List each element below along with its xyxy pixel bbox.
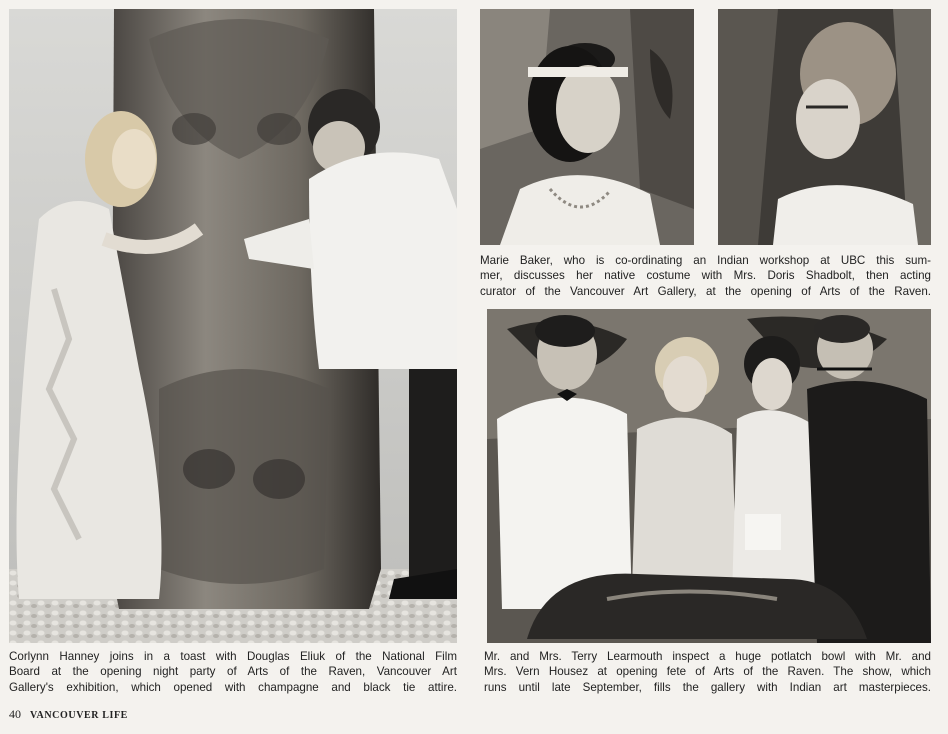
photo-curator [718, 9, 931, 245]
caption-line: runs until late September, fills the gallery with Indian art masterpieces. [484, 680, 931, 694]
magazine-name: VANCOUVER LIFE [30, 710, 128, 721]
caption-line: Marie Baker, who is co-ordinating an Indian workshop at UBC this sum- [480, 254, 931, 267]
photo-costume [480, 9, 694, 245]
caption-line: curator of the Vancouver Art Gallery, at the opening of Arts of the Raven. [480, 284, 931, 298]
caption-line: Board at the opening night party of Arts of the Raven, Vancouver Art [9, 665, 457, 679]
caption-line: Corlynn Hanney joins in a toast with Douglas Eliuk of the National Film [9, 650, 457, 663]
caption-line: mer, discusses her native costume with Mrs. Doris Shadbolt, then acting [480, 269, 931, 283]
photo-toast-totem-icon [9, 9, 457, 643]
caption-line: Mr. and Mrs. Terry Learmouth inspect a huge potlatch bowl with Mr. and [484, 650, 931, 663]
caption-costume [480, 253, 931, 299]
photo-potlatch [487, 309, 931, 643]
page-number: 40 [9, 707, 21, 721]
photo-headband-portrait-icon [480, 9, 694, 245]
photo-potlatch-group-icon [487, 309, 931, 643]
photo-curator-portrait-icon [718, 9, 931, 245]
photo-toast [9, 9, 457, 643]
caption-toast [9, 649, 457, 695]
page-footer [9, 707, 128, 722]
caption-line: Gallery's exhibition, which opened with champagne and black tie attire. [9, 680, 457, 694]
caption-potlatch [484, 649, 931, 695]
caption-line: Mrs. Vern Housez at opening fete of Arts of the Raven. The show, which [484, 665, 931, 679]
